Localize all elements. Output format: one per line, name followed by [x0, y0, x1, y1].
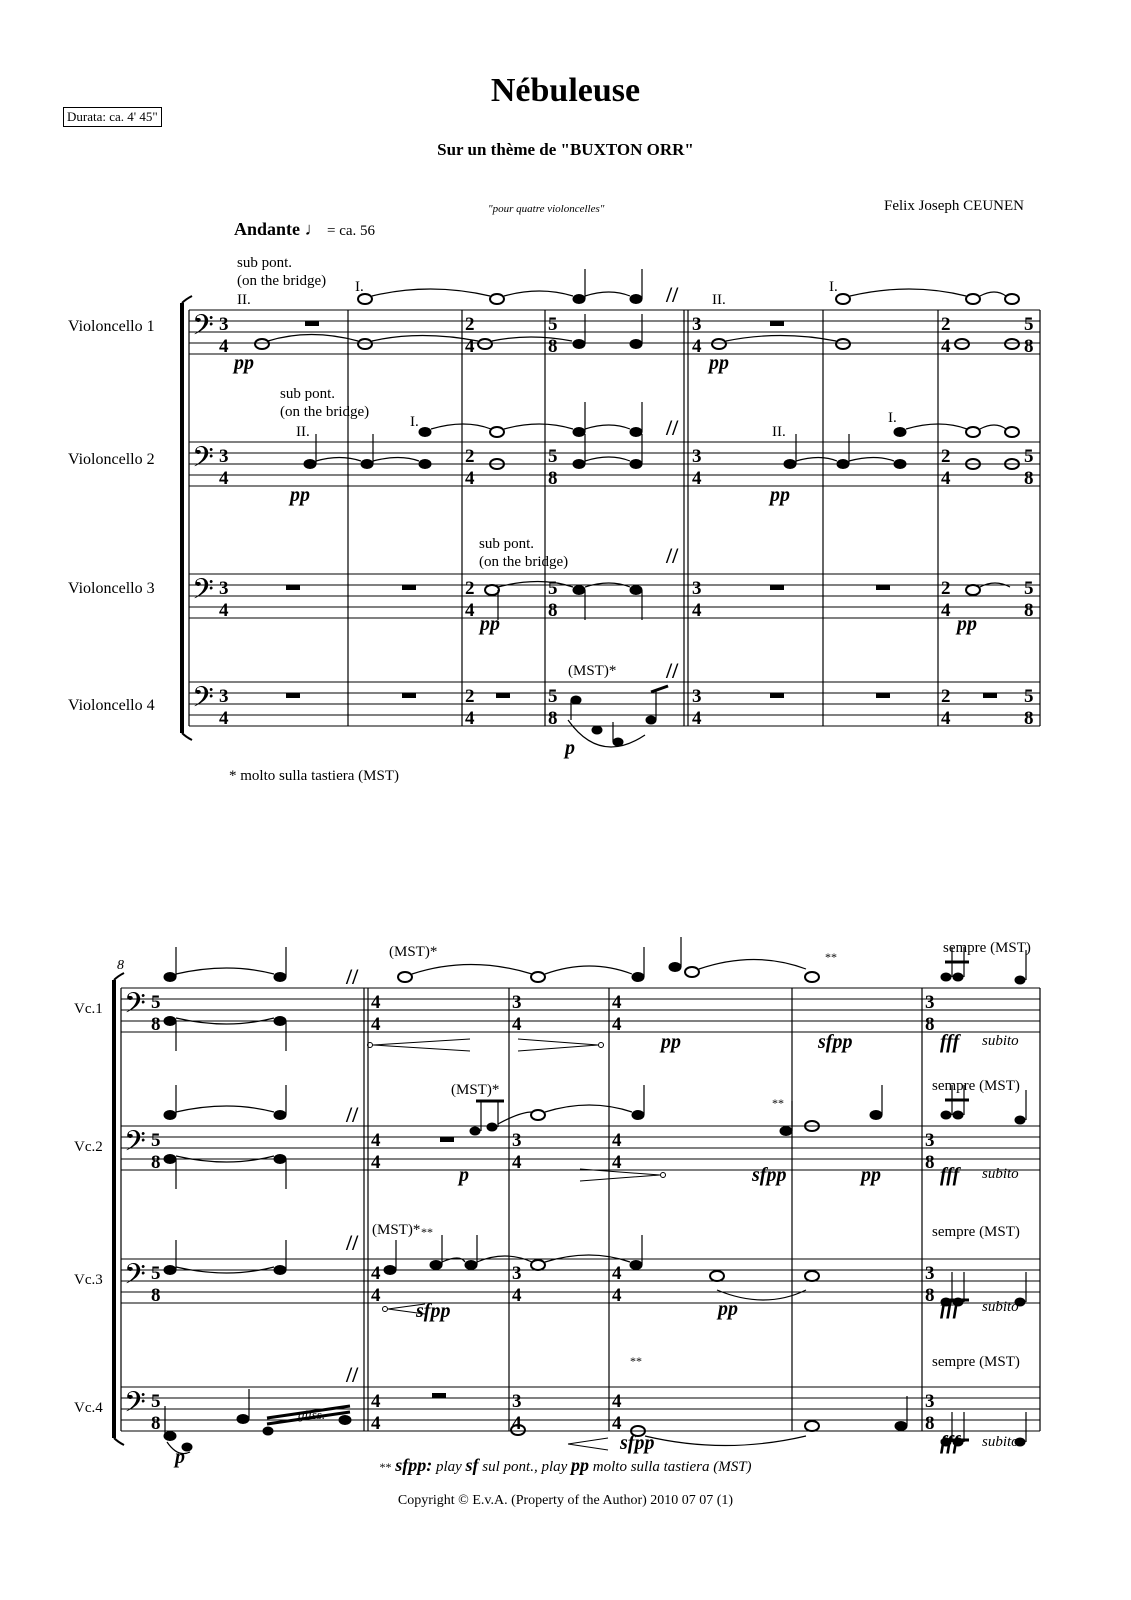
dynamic-marking: pp — [661, 1031, 681, 1053]
svg-text:8: 8 — [151, 1413, 161, 1434]
instrument-label-vc1-short: Vc.1 — [74, 1001, 103, 1017]
svg-text:5: 5 — [1024, 686, 1034, 707]
svg-text:8: 8 — [1024, 468, 1034, 489]
svg-text:4: 4 — [465, 600, 475, 621]
svg-text:4: 4 — [512, 1285, 522, 1306]
caesura-mark: // — [346, 1362, 359, 1387]
svg-text:3: 3 — [692, 578, 702, 599]
string-number: I. — [410, 414, 419, 430]
footnote-pp: pp — [571, 1455, 590, 1475]
svg-text:8: 8 — [1024, 336, 1034, 357]
svg-text:5: 5 — [1024, 578, 1034, 599]
svg-text:8: 8 — [548, 600, 558, 621]
svg-text:4: 4 — [219, 468, 229, 489]
dynamic-marking: pp — [480, 613, 500, 635]
svg-text:5: 5 — [1024, 314, 1034, 335]
technique-text: sub pont. — [280, 386, 336, 402]
technique-text: sub pont. — [479, 536, 535, 552]
tempo-value: = ca. 56 — [327, 223, 376, 239]
staff-vc1-s1 — [189, 310, 1040, 354]
string-number: II. — [772, 424, 786, 440]
caesura-mark: // — [346, 1102, 359, 1127]
staff-vc2-s2 — [121, 1126, 1040, 1170]
staff-vc2-s1 — [189, 442, 1040, 486]
double-star: ** — [825, 950, 837, 964]
svg-text:𝄢: 𝄢 — [124, 987, 146, 1027]
svg-text:5: 5 — [1024, 446, 1034, 467]
double-star: ** — [772, 1096, 784, 1110]
string-number: I. — [888, 410, 897, 426]
instrument-label-vc3-short: Vc.3 — [74, 1272, 103, 1288]
svg-text:5: 5 — [151, 992, 161, 1013]
svg-text:4: 4 — [692, 468, 702, 489]
footnote-star: ** — [379, 1460, 392, 1474]
svg-text:4: 4 — [465, 708, 475, 729]
dynamic-marking: pp — [957, 613, 977, 635]
svg-text:8: 8 — [548, 336, 558, 357]
svg-text:5: 5 — [548, 686, 558, 707]
quarter-note-icon: ♩ — [304, 219, 323, 239]
svg-text:3: 3 — [925, 1263, 935, 1284]
svg-text:8: 8 — [925, 1152, 935, 1173]
svg-text:4: 4 — [612, 1152, 622, 1173]
staff-vc1-s2 — [121, 988, 1040, 1032]
staff-vc3-s1 — [189, 574, 1040, 618]
svg-text:8: 8 — [1024, 600, 1034, 621]
subito-text: subito — [982, 1033, 1019, 1049]
svg-text:4: 4 — [692, 336, 702, 357]
svg-text:2: 2 — [465, 314, 475, 335]
svg-text:𝄢: 𝄢 — [192, 309, 214, 349]
svg-text:4: 4 — [371, 1391, 381, 1412]
copyright: Copyright © E.v.A. (Property of the Author) 2010 07 07 (1) — [397, 1493, 734, 1508]
dynamic-marking: fff — [940, 1164, 960, 1186]
svg-text:4: 4 — [512, 1413, 522, 1434]
svg-text:2: 2 — [941, 314, 951, 335]
dynamic-marking: sfpp — [620, 1432, 655, 1454]
svg-text:3: 3 — [512, 1263, 522, 1284]
subito-text: subito — [982, 1166, 1019, 1182]
svg-text:4: 4 — [941, 600, 951, 621]
dynamic-marking: fff — [940, 1432, 960, 1454]
sempre-mst: sempre (MST) — [943, 940, 1031, 956]
double-star: ** — [421, 1225, 433, 1239]
svg-text:3: 3 — [692, 314, 702, 335]
svg-text:3: 3 — [219, 578, 229, 599]
svg-text:3: 3 — [925, 992, 935, 1013]
dynamic-marking: sfpp — [818, 1031, 853, 1053]
svg-text:𝄢: 𝄢 — [192, 573, 214, 613]
sempre-mst: sempre (MST) — [932, 1078, 1020, 1094]
technique-text: sub pont. — [237, 255, 293, 271]
dedication: "pour quatre violoncelles" — [488, 203, 605, 215]
dynamic-marking: pp — [770, 484, 790, 506]
svg-text:𝄢: 𝄢 — [124, 1386, 146, 1426]
svg-text:3: 3 — [219, 314, 229, 335]
svg-text:8: 8 — [1024, 708, 1034, 729]
dynamic-marking: pp — [718, 1298, 738, 1320]
dynamic-marking: p — [565, 737, 575, 759]
svg-text:8: 8 — [548, 468, 558, 489]
svg-text:2: 2 — [465, 686, 475, 707]
svg-text:3: 3 — [219, 686, 229, 707]
svg-text:4: 4 — [692, 600, 702, 621]
duration-box: Durata: ca. 4' 45" — [63, 107, 162, 127]
svg-text:3: 3 — [512, 1391, 522, 1412]
svg-text:𝄢: 𝄢 — [192, 681, 214, 721]
svg-text:𝄢: 𝄢 — [192, 441, 214, 481]
svg-text:4: 4 — [941, 468, 951, 489]
caesura-mark: // — [346, 1230, 359, 1255]
svg-text:8: 8 — [925, 1285, 935, 1306]
subito-text: subito — [982, 1299, 1019, 1315]
footnote-sfpp — [0, 1455, 1131, 1476]
svg-text:4: 4 — [371, 1130, 381, 1151]
instrument-label-vc2-short: Vc.2 — [74, 1139, 103, 1155]
svg-text:4: 4 — [371, 1285, 381, 1306]
svg-text:3: 3 — [512, 1130, 522, 1151]
mst-marking: (MST)* — [451, 1082, 500, 1098]
svg-text:8: 8 — [925, 1014, 935, 1035]
svg-text:2: 2 — [941, 578, 951, 599]
svg-text:5: 5 — [548, 446, 558, 467]
technique-text: (on the bridge) — [479, 554, 569, 570]
caesura-mark: // — [346, 964, 359, 989]
svg-text:3: 3 — [692, 446, 702, 467]
svg-text:4: 4 — [512, 1014, 522, 1035]
svg-text:4: 4 — [941, 336, 951, 357]
svg-text:4: 4 — [219, 336, 229, 357]
svg-text:2: 2 — [465, 446, 475, 467]
svg-text:4: 4 — [465, 468, 475, 489]
instrument-label-vc4-short: Vc.4 — [74, 1400, 103, 1416]
svg-text:5: 5 — [151, 1391, 161, 1412]
sempre-mst: sempre (MST) — [932, 1354, 1020, 1370]
svg-text:4: 4 — [692, 708, 702, 729]
svg-text:8: 8 — [925, 1413, 935, 1434]
svg-text:4: 4 — [219, 600, 229, 621]
svg-text:4: 4 — [512, 1152, 522, 1173]
svg-text:4: 4 — [371, 1263, 381, 1284]
footnote-sf: sf — [465, 1455, 479, 1475]
svg-text:4: 4 — [219, 708, 229, 729]
instrument-label-vc4: Violoncello 4 — [68, 697, 155, 714]
mst-marking: (MST)* — [568, 663, 617, 679]
svg-text:2: 2 — [941, 446, 951, 467]
technique-text: (on the bridge) — [237, 273, 327, 289]
svg-text:4: 4 — [941, 708, 951, 729]
subtitle: Sur un thème de "BUXTON ORR" — [437, 140, 694, 159]
string-number: I. — [829, 279, 838, 295]
string-number: II. — [237, 292, 251, 308]
dynamic-marking: sfpp — [416, 1300, 451, 1322]
svg-text:4: 4 — [612, 1130, 622, 1151]
dynamic-marking: pp — [861, 1164, 881, 1186]
subito-text: subito — [982, 1434, 1019, 1450]
composer: Felix Joseph CEUNEN — [884, 198, 1024, 214]
dynamic-marking: fff — [940, 1297, 960, 1319]
footnote-text: molto sulla tastiera (MST) — [589, 1459, 752, 1475]
svg-text:5: 5 — [548, 314, 558, 335]
svg-text:4: 4 — [612, 1285, 622, 1306]
dynamic-marking: p — [459, 1164, 469, 1186]
string-number: II. — [296, 424, 310, 440]
mst-marking: (MST)* — [389, 944, 438, 960]
footnote-text: sul pont., play — [478, 1459, 572, 1475]
instrument-label-vc2: Violoncello 2 — [68, 451, 155, 468]
technique-text: (on the bridge) — [280, 404, 370, 420]
svg-text:8: 8 — [151, 1285, 161, 1306]
svg-text:4: 4 — [612, 1391, 622, 1412]
string-number: I. — [355, 279, 364, 295]
svg-text:4: 4 — [612, 992, 622, 1013]
dynamic-marking: pp — [290, 484, 310, 506]
svg-text:8: 8 — [548, 708, 558, 729]
svg-text:5: 5 — [548, 578, 558, 599]
double-star: ** — [630, 1354, 642, 1368]
tempo-word: Andante — [234, 219, 301, 239]
mst-marking: (MST)* — [372, 1222, 421, 1238]
instrument-label-vc1: Violoncello 1 — [68, 318, 155, 335]
svg-text:4: 4 — [465, 336, 475, 357]
footnote-mst: * molto sulla tastiera (MST) — [229, 768, 399, 784]
svg-text:4: 4 — [371, 992, 381, 1013]
svg-text:4: 4 — [371, 1152, 381, 1173]
svg-text:5: 5 — [151, 1130, 161, 1151]
caesura-mark: // — [666, 415, 679, 440]
footnote-sfpp-label: sfpp: — [395, 1455, 433, 1475]
gliss-text: gliss. — [298, 1407, 326, 1422]
caesura-mark: // — [666, 543, 679, 568]
page-title: Nébuleuse — [490, 72, 641, 109]
dynamic-marking: fff — [940, 1031, 960, 1053]
caesura-mark: // — [666, 658, 679, 683]
svg-text:3: 3 — [925, 1391, 935, 1412]
svg-text:4: 4 — [612, 1263, 622, 1284]
svg-text:2: 2 — [465, 578, 475, 599]
measure-number: 8 — [117, 958, 124, 973]
sempre-mst: sempre (MST) — [932, 1224, 1020, 1240]
svg-text:4: 4 — [612, 1014, 622, 1035]
svg-text:5: 5 — [151, 1263, 161, 1284]
svg-text:4: 4 — [371, 1014, 381, 1035]
svg-text:𝄢: 𝄢 — [124, 1258, 146, 1298]
dynamic-marking: pp — [709, 352, 729, 374]
dynamic-marking: sfpp — [752, 1164, 787, 1186]
string-number: II. — [712, 292, 726, 308]
svg-text:2: 2 — [941, 686, 951, 707]
svg-text:4: 4 — [371, 1413, 381, 1434]
svg-text:8: 8 — [151, 1152, 161, 1173]
svg-text:3: 3 — [692, 686, 702, 707]
svg-text:4: 4 — [612, 1413, 622, 1434]
staff-vc4-s1 — [189, 682, 1040, 726]
staff-vc3-s2 — [121, 1259, 1040, 1303]
svg-text:3: 3 — [925, 1130, 935, 1151]
instrument-label-vc3: Violoncello 3 — [68, 580, 155, 597]
footnote-text: play — [432, 1459, 466, 1475]
svg-text:3: 3 — [512, 992, 522, 1013]
svg-text:8: 8 — [151, 1014, 161, 1035]
svg-text:3: 3 — [219, 446, 229, 467]
caesura-mark: // — [666, 282, 679, 307]
svg-text:𝄢: 𝄢 — [124, 1125, 146, 1165]
dynamic-marking: p — [175, 1446, 185, 1468]
dynamic-marking: pp — [234, 352, 254, 374]
